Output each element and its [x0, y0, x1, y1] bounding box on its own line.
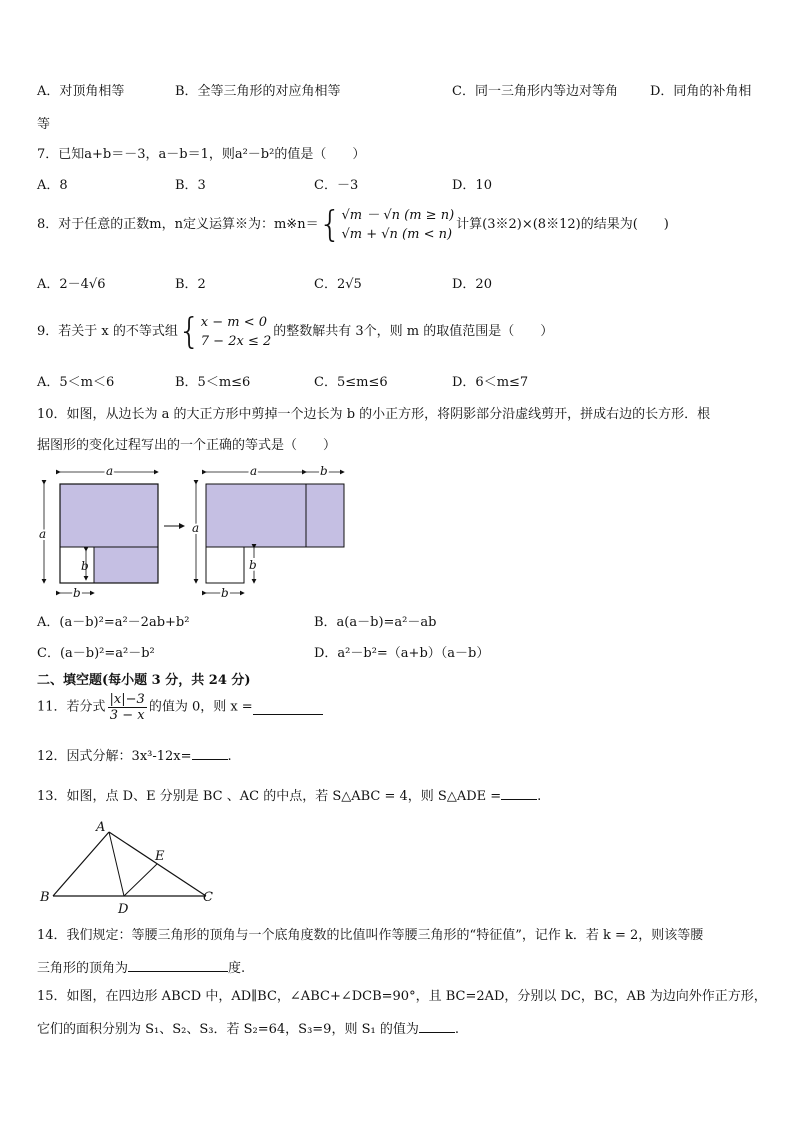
- q15-answer-blank[interactable]: [419, 1019, 455, 1033]
- q9-ineq2: 7 − 2x ≤ 2: [200, 334, 272, 349]
- q15-line1: 15．如图，在四边形 ABCD 中，AD∥BC，∠ABC+∠DCB=90°，且 BC=2AD，分别以 DC，BC，AB 为边向外作正方形，: [37, 989, 767, 1004]
- q8-option-d: D．20: [452, 277, 492, 292]
- q15-end: .: [454, 1022, 459, 1037]
- q10-right-label-b-side: b: [249, 558, 257, 572]
- q14-line2-post: 度.: [228, 961, 246, 976]
- q10-option-b: B．a(a－b)=a²－ab: [314, 615, 437, 630]
- q8-stem: [37, 206, 669, 244]
- q9-system: [201, 313, 271, 351]
- q13-triangle-figure: [36, 817, 226, 917]
- q11-answer-blank[interactable]: [253, 701, 323, 715]
- q7-option-b: B．3: [175, 178, 206, 193]
- q8-stem-pre: 8．对于任意的正数m，n定义运算※为：m※n＝: [37, 217, 319, 232]
- q10-right-shade-a: [206, 484, 306, 547]
- q15-line2: [37, 1019, 459, 1039]
- q9-brace: {: [177, 311, 201, 352]
- q7-option-c: C．－3: [314, 178, 359, 193]
- q10-left-top-shade: [60, 484, 158, 547]
- q12-text: 12．因式分解：3x³-12x=: [37, 749, 192, 764]
- q10-stem-line2: 据图形的变化过程写出的一个正确的等式是（ ）: [37, 438, 337, 453]
- q9-stem: [37, 313, 553, 351]
- q9-option-c: C．5≤m≤6: [314, 375, 388, 390]
- q13-label-c: C: [203, 890, 213, 905]
- q9-stem-post: 的整数解共有 3个，则 m 的取值范围是（ ）: [273, 324, 554, 339]
- q10-left-bottom-shade: [94, 547, 158, 583]
- q10-option-a: A．(a－b)²=a²－2ab+b²: [37, 615, 190, 630]
- q14-line2: [37, 958, 245, 978]
- q13-line: [37, 786, 541, 806]
- q9-option-d: D．6＜m≤7: [452, 375, 529, 390]
- q13-label-a: A: [96, 820, 106, 835]
- q13-answer-blank[interactable]: [501, 786, 537, 800]
- q6-option-a: A．对顶角相等: [37, 84, 125, 99]
- q12-line: [37, 746, 232, 766]
- q7-stem: 7．已知a+b＝－3，a－b＝1，则a²－b²的值是（ ）: [37, 147, 366, 162]
- q9-ineq1: x − m < 0: [200, 315, 268, 330]
- q11-numerator: |x|−3: [109, 692, 145, 707]
- q10-right-shade-b: [306, 484, 344, 547]
- q6-option-d-cont: 等: [37, 117, 51, 132]
- q15-line2-text: 它们的面积分别为 S₁、S₂、S₃．若 S₂=64，S₃=9，则 S₁ 的值为: [37, 1022, 419, 1037]
- q10-option-d: D．a²－b²=（a+b）（a－b）: [314, 646, 490, 661]
- q13-label-e: E: [155, 849, 165, 864]
- q9-option-b: B．5＜m≤6: [175, 375, 251, 390]
- q12-answer-blank[interactable]: [192, 746, 228, 760]
- q13-end: .: [537, 789, 542, 804]
- q6-option-b: B．全等三角形的对应角相等: [175, 84, 341, 99]
- q10-right-label-b-bottom: b: [221, 586, 229, 600]
- q9-option-a: A．5＜m＜6: [37, 375, 115, 390]
- q8-option-c: C．2√5: [314, 277, 362, 292]
- q10-figure: [30, 462, 360, 604]
- q10-left-label-a-top: a: [106, 464, 114, 478]
- q11-denominator: 3 − x: [109, 708, 145, 723]
- q8-case1: √m － √n (m ≥ n): [341, 208, 455, 223]
- q10-option-c: C．(a－b)²=a²－b²: [37, 646, 155, 661]
- q11-fraction: [108, 692, 147, 723]
- q11-line: [37, 692, 323, 723]
- q12-end: .: [227, 749, 232, 764]
- q6-option-d: D．同角的补角相: [650, 84, 752, 99]
- q8-option-b: B．2: [175, 277, 206, 292]
- q8-case2: √m + √n (m < n): [341, 227, 453, 242]
- q7-option-a: A．8: [37, 178, 68, 193]
- q8-stem-post: 计算(3※2)×(8※12)的结果为( ): [456, 217, 669, 232]
- q13-label-b: B: [40, 890, 50, 905]
- q13-text: 13．如图，点 D、E 分别是 BC 、AC 的中点，若 S△ABC = 4，则 S△ADE =: [37, 789, 502, 804]
- q10-left-cutout: [60, 547, 94, 583]
- q10-stem-line1: 10．如图，从边长为 a 的大正方形中剪掉一个边长为 b 的小正方形，将阴影部分沿虚线剪开，拼成右边的长方形．根: [37, 407, 711, 422]
- q10-right-cutout: [206, 547, 244, 583]
- q13-label-d: D: [118, 902, 129, 917]
- q10-left-label-a-side: a: [39, 527, 47, 541]
- q11-pre: 11．若分式: [37, 699, 106, 715]
- q10-right-label-a-side: a: [192, 521, 200, 535]
- q10-left-label-b-bottom: b: [73, 586, 81, 600]
- section-2-title: 二、填空题(每小题 3 分，共 24 分): [37, 673, 251, 688]
- q7-option-d: D．10: [452, 178, 492, 193]
- q8-option-a: A．2－4√6: [37, 277, 106, 292]
- q11-post: 的值为 0，则 x =: [148, 699, 253, 715]
- q6-option-c: C．同一三角形内等边对等角: [452, 84, 618, 99]
- q10-right-label-a-top: a: [250, 464, 258, 478]
- q14-line1: 14．我们规定：等腰三角形的顶角与一个底角度数的比值叫作等腰三角形的“特征值”，记作 k．若 k = 2，则该等腰: [37, 928, 704, 943]
- q10-right-label-b-top: b: [320, 464, 328, 478]
- q8-brace: {: [318, 204, 342, 245]
- q10-left-label-b-side: b: [81, 559, 89, 573]
- q14-line2-pre: 三角形的顶角为: [37, 961, 129, 976]
- q14-answer-blank[interactable]: [128, 958, 228, 972]
- q9-stem-pre: 9．若关于 x 的不等式组: [37, 324, 178, 339]
- q8-cases: [341, 206, 454, 244]
